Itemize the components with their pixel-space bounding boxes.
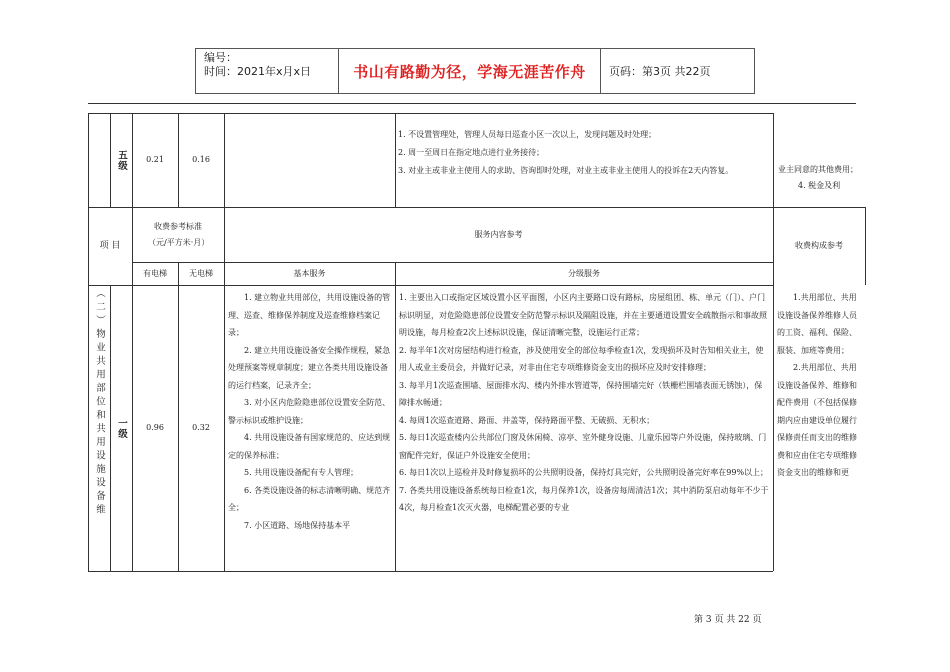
- col-service-label: 服务内容参考: [474, 229, 523, 239]
- basic-item: 2. 建立共用设施设备安全操作规程，紧急处理预案等规章制度；建立各类共用设施设备的运行档案，记录齐全；: [228, 345, 391, 390]
- col-service-header: [224, 207, 773, 262]
- fee-text: [778, 162, 860, 207]
- header-page-cell: [601, 49, 754, 93]
- fee-item: 2.共用部位、共用设施设备保养、维修和配件费用（不包括保修期内应由建设单位履行保修责任而支出的维修费和应由住宅专项维修资金支出的维修和更: [777, 363, 857, 477]
- graded-service-text: [398, 126, 770, 201]
- level-label: 五级: [116, 149, 127, 171]
- header-page-info: 页码：第3页 共22页: [609, 65, 711, 78]
- price-elevator-cell: [132, 113, 178, 207]
- basic-item: 1. 建立物业共用部位，共用设施设备的管理、巡查、维修保养制度及巡查维修档案记录；: [228, 293, 391, 337]
- table-border-bottom: [88, 571, 773, 572]
- col-fee-comp-header: [773, 207, 865, 285]
- price-elevator-main-cell: [132, 285, 178, 571]
- fee-line: 业主同意的其他费用；: [778, 165, 858, 174]
- subcol-no-elevator: [178, 262, 224, 285]
- document-header: [195, 48, 755, 94]
- table-border: [773, 113, 774, 207]
- category-cell: [88, 288, 110, 571]
- table-border: [88, 113, 89, 207]
- graded-item: 5. 每日1次巡查楼内公共部位门窗及休闲椅、凉亭、室外健身设施、儿童乐园等户外设施，保持玻璃、门窗配件完好，保证户外设施安全使用；: [399, 433, 767, 460]
- col-item-label: 项 目: [99, 241, 121, 251]
- header-meta: [196, 49, 339, 93]
- header-slogan-cell: [339, 49, 601, 93]
- fee-composition-text: [777, 289, 861, 569]
- col-fee-comp-label: 收费构成参考: [795, 241, 843, 250]
- level-cell-main: [110, 285, 132, 571]
- subcol-no-elevator-label: 无电梯: [189, 268, 213, 278]
- service-line: 1. 不设置管理处，管理人员每日巡查小区一次以上，发现问题及时处理；: [398, 130, 657, 139]
- price-no-elevator-cell: [178, 113, 224, 207]
- graded-item: 3. 每半月1次巡查围墙、屋面排水沟、楼内外排水管道等，保持围墙完好（铁栅栏围墙表面无锈蚀），保障排水畅通；: [399, 380, 763, 407]
- basic-item: 6. 各类设施设备的标志清晰明确、规范齐全；: [228, 485, 391, 512]
- page-footer: 第 3 页 共 22 页: [694, 615, 762, 625]
- col-fee-std-label: 收费参考标准（元/平方米·月）: [148, 221, 210, 247]
- number-label: 编号：: [204, 51, 237, 64]
- category-label: （二）物业共用部位和共用设施设备维: [94, 288, 105, 518]
- basic-service-text: [228, 289, 392, 569]
- date-line: 时间：2021年x月x日: [204, 65, 312, 78]
- level-cell: [110, 113, 132, 207]
- header-rule: [88, 103, 856, 104]
- price-no-elevator: 0.16: [192, 155, 210, 164]
- price-no-elevator-main: 0.32: [192, 423, 210, 432]
- price-no-elevator-main-cell: [178, 285, 224, 571]
- price-elevator: 0.21: [146, 155, 164, 164]
- graded-item: 7. 各类共用设施设备系统每日检查1次，每月保养1次，设备房每周清洁1次；其中消防泵启动每年不少于4次，每月检查1次灭火器，电梯配置必要的专业: [399, 485, 769, 512]
- subcol-graded-service: [395, 262, 773, 285]
- graded-service-main-text: [399, 289, 770, 569]
- subcol-graded-service-label: 分级服务: [568, 268, 600, 278]
- service-line: 2. 周一至周日在指定地点进行业务接待；: [398, 148, 545, 157]
- basic-item: 3. 对小区内危险隐患部位设置安全防范、警示标识或维护设施；: [228, 398, 391, 425]
- price-elevator-main: 0.96: [146, 423, 164, 432]
- subcol-with-elevator: [132, 262, 178, 285]
- subcol-basic-service: [224, 262, 395, 285]
- fee-item: 1.共用部位、共用设施设备保养维修人员的工资、福利、保险、服装、加班等费用；: [777, 293, 857, 355]
- col-fee-std-header: [132, 207, 224, 262]
- graded-item: 1. 主要出入口或指定区域设置小区平面图，小区内主要路口设有路标，房屋组团、栋、单元（门）、户门标识明显，对危险隐患部位设置安全防范警示标识及隔阻设施，并在主要通道设置安全疏散指示和事故照明设施，每月检查2次上述标识设施，保证清晰完整，设施运行正常；: [399, 293, 767, 337]
- fee-line: 4. 税金及利: [798, 181, 841, 190]
- graded-item: 2. 每半年1次对房屋结构进行检查，涉及使用安全的部位每季检查1次，发现损坏及时告知相关业主，使用人或业主委员会，并做好记录，对非由住宅专项维修资金支出的损坏应及时安排修理；: [399, 345, 764, 372]
- basic-item: 5. 共用设施设备配有专人管理；: [244, 468, 359, 477]
- basic-item: 4. 共用设施设备有国家规范的、应达到规定的保养标准；: [228, 433, 391, 460]
- graded-item: 6. 每日1次以上巡检并及时修复损坏的公共照明设备，保持灯具完好，公共照明设备完好率在99%以上；: [399, 468, 769, 477]
- header-slogan: 书山有路勤为径，学海无涯苦作舟: [353, 62, 586, 81]
- table-border: [224, 113, 225, 207]
- service-line: 3. 对业主或非业主使用人的求助、咨询即时处理，对业主或非业主使用人的投诉在2天内答复。: [398, 166, 734, 175]
- graded-item: 4. 每周1次巡查道路、路面、井盖等，保持路面平整、无破损、无积水；: [399, 415, 655, 425]
- table-border: [395, 262, 396, 571]
- subcol-basic-service-label: 基本服务: [293, 268, 326, 278]
- table-border: [865, 207, 866, 285]
- level-label-main: 一级: [116, 417, 127, 439]
- table-border: [395, 113, 396, 207]
- col-item-header: [88, 207, 132, 285]
- basic-item: 7. 小区道路、场地保持基本平: [244, 520, 351, 530]
- subcol-with-elevator-label: 有电梯: [143, 268, 167, 278]
